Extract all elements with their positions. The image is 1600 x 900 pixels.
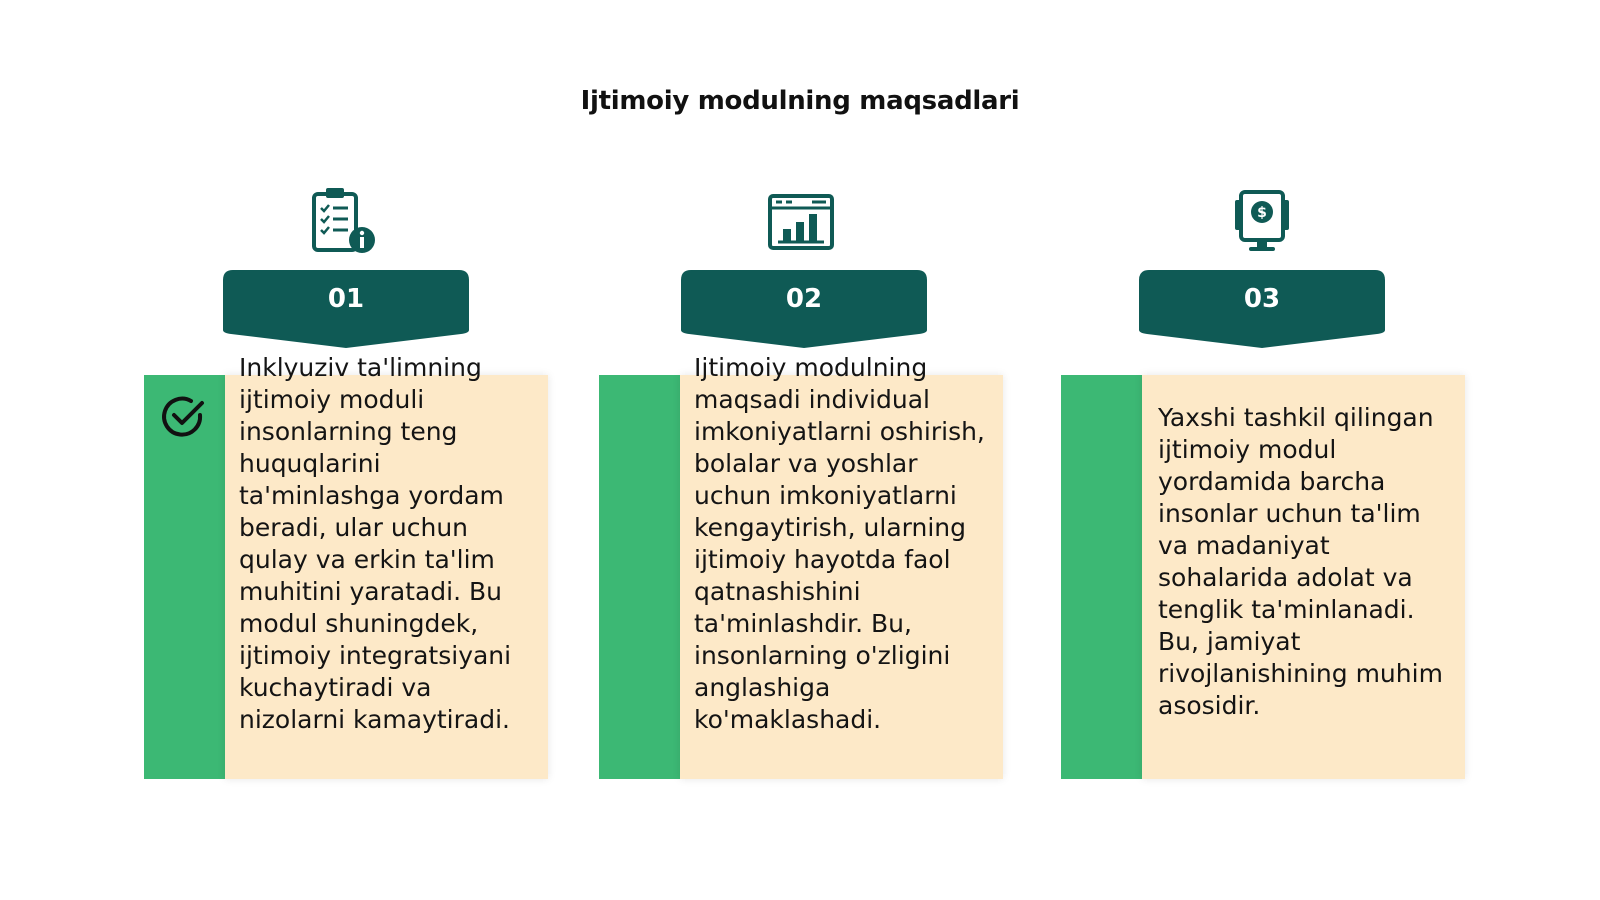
svg-text:$: $ bbox=[1257, 205, 1267, 221]
browser-bar-chart-icon bbox=[766, 186, 836, 256]
step-number: 03 bbox=[1243, 284, 1281, 314]
accent-bar bbox=[599, 375, 680, 779]
step-badge-2 bbox=[681, 270, 927, 348]
step-badge-3 bbox=[1139, 270, 1385, 348]
page-title: Ijtimoiy modulning maqsadlari bbox=[580, 86, 1020, 116]
goal-text: Ijtimoiy modulning maqsadi individual imkoniyatlarni oshirish, bolalar va yoshlar uchun imkoniyatlarni kengaytirish, ularning ijtimoiy hayotda faol qatnashishini ta'minlashdir. Bu, insonlarning o'zligini anglashiga ko'maklashadi. bbox=[694, 353, 985, 734]
goal-text: Yaxshi tashkil qilingan ijtimoiy modul yordamida barcha insonlar uchun ta'lim va madaniyat sohalarida adolat va tenglik ta'minlanadi. Bu, jamiyat rivojlanishining muhim asosidir. bbox=[1158, 403, 1443, 720]
step-number: 02 bbox=[785, 284, 823, 314]
goal-text: Inklyuziv ta'limning ijtimoiy moduli insonlarning teng huquqlarini ta'minlashga yordam beradi, ular uchun qulay va erkin ta'lim muhitini yaratadi. Bu modul shuningdek, ijtimoiy integratsiyani kuchaytiradi va nizolarni kamaytiradi. bbox=[239, 353, 512, 734]
monitor-dollar-icon bbox=[1227, 186, 1297, 256]
step-number: 01 bbox=[327, 284, 365, 314]
accent-bar bbox=[1061, 375, 1142, 779]
